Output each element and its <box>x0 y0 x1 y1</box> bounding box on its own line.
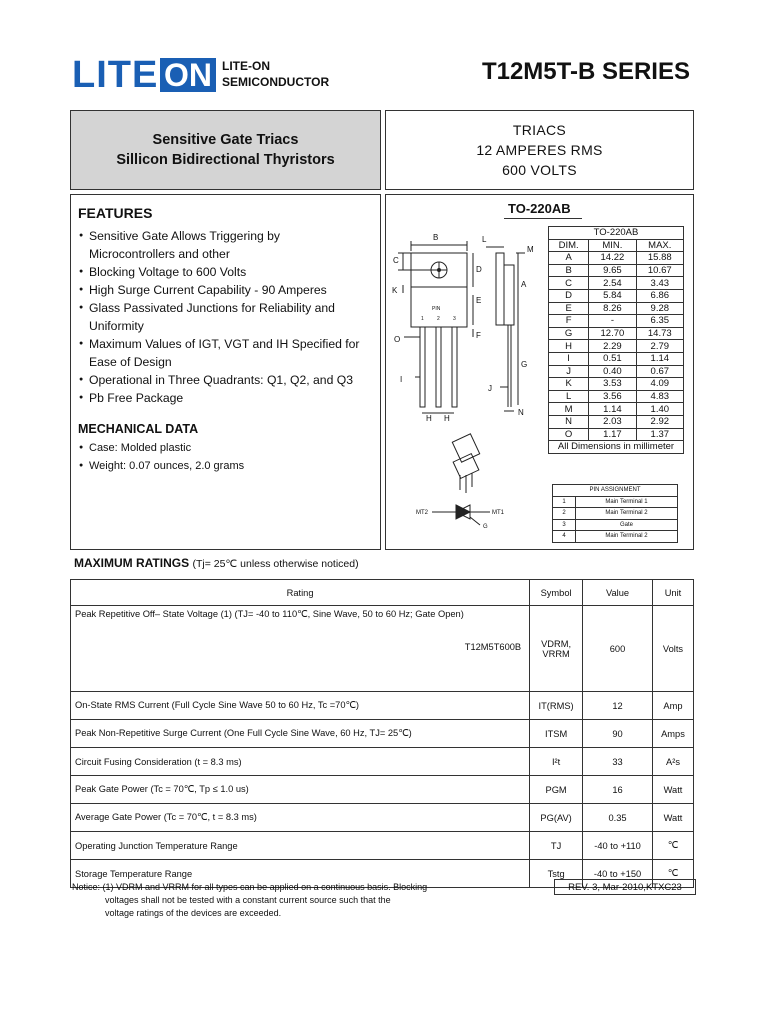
dim-cell: 12.70 <box>589 327 636 340</box>
notice-line1: Notice: (1) VDRM and VRRM for all types can be applied on a continuous basis. Blocking <box>72 882 428 892</box>
dim-cell: O <box>549 428 589 441</box>
dim-row <box>549 252 684 265</box>
dim-cell: 2.03 <box>589 415 636 428</box>
unit-cell: A²s <box>652 748 693 776</box>
mechanical-item: ● Weight: 0.07 ounces, 2.0 grams <box>79 457 374 475</box>
unit-cell: ℃ <box>652 860 693 888</box>
dim-cell: 1.17 <box>589 428 636 441</box>
dim-cell: N <box>549 415 589 428</box>
rating-cell: Average Gate Power (Tc = 70℃, t = 8.3 ms) <box>71 804 530 832</box>
side-body <box>504 265 514 325</box>
dim-cell: 2.79 <box>636 340 683 353</box>
max-ratings-heading-row <box>74 556 359 570</box>
rating-row <box>71 748 694 776</box>
value-cell: 90 <box>583 720 653 748</box>
rating-row <box>71 692 694 720</box>
pin-table-title: PIN ASSIGNMENT <box>553 485 678 497</box>
dim-cell: 10.67 <box>636 264 683 277</box>
unit-cell: ℃ <box>652 832 693 860</box>
pin-cell: Main Terminal 1 <box>576 496 678 508</box>
dim-cell: F <box>549 315 589 328</box>
feature-text: ● Sensitive Gate Allows Triggering by <box>89 229 281 243</box>
label-b: B <box>433 233 439 242</box>
value-cell: -40 to +110 <box>583 832 653 860</box>
dim-cell: 3.53 <box>589 378 636 391</box>
dim-row <box>549 403 684 416</box>
pin-row <box>553 508 678 520</box>
dim-cell: G <box>549 327 589 340</box>
symbol-text-2: VRRM <box>542 648 570 659</box>
dim-row <box>549 315 684 328</box>
unit-cell: Amps <box>652 720 693 748</box>
label-g-terminal: G <box>483 524 488 530</box>
rating-cell: On-State RMS Current (Full Cycle Sine Wave 50 to 60 Hz, Tc =70℃) <box>71 692 530 720</box>
value-cell: -40 to +150 <box>583 860 653 888</box>
feature-text: ● High Surge Current Capability - 90 Amperes <box>89 283 327 297</box>
unit-cell: Volts <box>652 606 693 692</box>
rating-row <box>71 776 694 804</box>
dim-cell: 8.26 <box>589 302 636 315</box>
title-line2: Sillicon Bidirectional Thyristors <box>116 152 335 168</box>
label-n: N <box>518 408 524 417</box>
feature-item <box>79 281 379 299</box>
symbol-cell: IT(RMS) <box>530 692 583 720</box>
dim-table-title: TO-220AB <box>549 227 684 240</box>
pin-row <box>553 519 678 531</box>
dim-cell: 4.83 <box>636 390 683 403</box>
label-p2: 2 <box>437 316 440 322</box>
dim-cell: 1.37 <box>636 428 683 441</box>
spec-box <box>385 110 694 190</box>
mechanical-heading: MECHANICAL DATA <box>78 422 199 436</box>
label-p3: 3 <box>453 316 456 322</box>
pin-cell: 2 <box>553 508 576 520</box>
max-ratings-table <box>70 579 694 888</box>
value-cell: 16 <box>583 776 653 804</box>
dim-cell: L <box>549 390 589 403</box>
lead-2 <box>436 327 441 407</box>
revision-label: REV. 3, Mar-2010,KTXC23 <box>554 879 696 895</box>
label-c: C <box>393 256 399 265</box>
feature-text: Ease of Design <box>89 355 172 369</box>
mechanical-item: ● Case: Molded plastic <box>79 439 374 457</box>
label-d: D <box>476 265 482 274</box>
col-value: Value <box>583 580 653 606</box>
label-m: M <box>527 245 534 254</box>
rating-row <box>71 720 694 748</box>
title-box <box>70 110 381 190</box>
col-rating: Rating <box>71 580 530 606</box>
dim-row <box>549 352 684 365</box>
feature-text: Uniformity <box>89 319 144 333</box>
rating-cell: Circuit Fusing Consideration (t = 8.3 ms) <box>71 748 530 776</box>
package-heading: TO-220AB <box>508 201 571 216</box>
value-cell: 0.35 <box>583 804 653 832</box>
symbol-cell: TJ <box>530 832 583 860</box>
dim-row <box>549 415 684 428</box>
company-name <box>222 58 329 90</box>
dim-cell: D <box>549 289 589 302</box>
label-a: A <box>521 280 527 289</box>
dim-cell: 0.40 <box>589 365 636 378</box>
dim-header: DIM. <box>549 239 589 252</box>
dim-cell: A <box>549 252 589 265</box>
rating-row <box>71 804 694 832</box>
pin-cell: Gate <box>576 519 678 531</box>
dim-cell: 6.35 <box>636 315 683 328</box>
dim-cell: 1.40 <box>636 403 683 416</box>
max-ratings-heading: MAXIMUM RATINGS <box>74 556 190 570</box>
dim-row <box>549 289 684 302</box>
company-line1: LITE-ON <box>222 59 270 73</box>
dim-cell: I <box>549 352 589 365</box>
feature-text: ● Glass Passivated Junctions for Reliability and <box>89 301 335 315</box>
pin-cell: 3 <box>553 519 576 531</box>
dim-cell: K <box>549 378 589 391</box>
dim-cell: 3.56 <box>589 390 636 403</box>
pin-cell: Main Terminal 2 <box>576 531 678 543</box>
feature-text: ● Operational in Three Quadrants: Q1, Q2, and Q3 <box>89 373 353 387</box>
dim-cell: 4.09 <box>636 378 683 391</box>
pin-row <box>553 496 678 508</box>
col-symbol: Symbol <box>530 580 583 606</box>
features-list <box>79 227 379 407</box>
dim-row <box>549 378 684 391</box>
label-pin: PIN <box>432 306 441 312</box>
dim-row <box>549 390 684 403</box>
dim-cell: C <box>549 277 589 290</box>
symbol-cell: PGM <box>530 776 583 804</box>
label-h1: H <box>426 414 432 423</box>
rating-row <box>71 606 694 692</box>
value-cell: 600 <box>583 606 653 692</box>
dim-row <box>549 340 684 353</box>
package-box <box>385 194 694 550</box>
dim-footer: All Dimensions in millimeter <box>549 441 684 454</box>
rating-cell <box>71 606 530 692</box>
feature-item <box>79 335 379 371</box>
unit-cell: Watt <box>652 776 693 804</box>
dim-row <box>549 365 684 378</box>
label-g: G <box>521 360 528 369</box>
logo-on: ON <box>160 58 216 92</box>
dim-cell: J <box>549 365 589 378</box>
dim-cell: B <box>549 264 589 277</box>
dim-cell: - <box>589 315 636 328</box>
feature-text: ● Pb Free Package <box>89 391 184 405</box>
dim-cell: 14.22 <box>589 252 636 265</box>
notice <box>72 881 492 920</box>
dim-cell: H <box>549 340 589 353</box>
pin-assignment-table <box>552 484 678 543</box>
notice-line2: voltages shall not be tested with a constant current source such that the <box>105 895 391 905</box>
spec-line1: TRIACS <box>512 122 567 138</box>
symbol-cell <box>530 606 583 692</box>
dim-row <box>549 327 684 340</box>
label-mt2: MT2 <box>416 510 428 516</box>
dim-cell: 3.43 <box>636 277 683 290</box>
features-heading: FEATURES <box>78 205 153 221</box>
rating-cell: Peak Gate Power (Tc = 70℃, Tp ≤ 1.0 us) <box>71 776 530 804</box>
dim-cell: 6.86 <box>636 289 683 302</box>
feature-text: ● Blocking Voltage to 600 Volts <box>89 265 247 279</box>
features-box <box>70 194 381 550</box>
dim-cell: 14.73 <box>636 327 683 340</box>
pin-row <box>553 531 678 543</box>
dim-cell: 0.67 <box>636 365 683 378</box>
symbol-cell: PG(AV) <box>530 804 583 832</box>
label-h2: H <box>444 414 450 423</box>
dim-row <box>549 302 684 315</box>
dim-cell: 2.54 <box>589 277 636 290</box>
feature-text: ● Maximum Values of IGT, VGT and IH Specified for <box>89 337 360 351</box>
notice-line3: voltage ratings of the devices are exceeded. <box>105 908 282 918</box>
mechanical-list <box>79 439 374 475</box>
feature-item <box>79 299 379 335</box>
spec-line2: 12 AMPERES RMS <box>476 142 603 158</box>
package-outline-drawing <box>390 225 548 547</box>
dim-cell: 9.65 <box>589 264 636 277</box>
pin-cell: 1 <box>553 496 576 508</box>
dim-header: MIN. <box>589 239 636 252</box>
label-k: K <box>392 286 398 295</box>
symbol-cell: I²t <box>530 748 583 776</box>
dim-cell: 5.84 <box>589 289 636 302</box>
feature-item <box>79 371 379 389</box>
title-line1: Sensitive Gate Triacs <box>152 132 299 148</box>
package-heading-underline <box>504 218 582 219</box>
feature-item <box>79 263 379 281</box>
label-p1: 1 <box>421 316 424 322</box>
col-unit: Unit <box>652 580 693 606</box>
symbol-text: VDRM, <box>541 638 572 649</box>
unit-cell: Watt <box>652 804 693 832</box>
symbol-cell: Tstg <box>530 860 583 888</box>
max-ratings-condition: (Tj= 25℃ unless otherwise noticed) <box>192 558 359 570</box>
dim-cell: 9.28 <box>636 302 683 315</box>
rating-subtext: T12M5T600B <box>464 642 522 652</box>
dim-cell: M <box>549 403 589 416</box>
value-cell: 12 <box>583 692 653 720</box>
company-line2: SEMICONDUCTOR <box>222 75 330 89</box>
pin-cell: 4 <box>553 531 576 543</box>
label-o: O <box>394 335 401 344</box>
feature-item <box>79 227 379 263</box>
dim-header: MAX. <box>636 239 683 252</box>
dim-cell: 1.14 <box>636 352 683 365</box>
label-i: I <box>400 375 403 384</box>
dim-cell: 2.29 <box>589 340 636 353</box>
rating-cell: Storage Temperature Range <box>71 860 530 888</box>
rating-cell: Operating Junction Temperature Range <box>71 832 530 860</box>
feature-item <box>79 389 379 407</box>
label-j: J <box>488 384 492 393</box>
dim-cell: 0.51 <box>589 352 636 365</box>
lead-1 <box>420 327 425 407</box>
dim-row <box>549 428 684 441</box>
label-l: L <box>482 235 487 244</box>
label-mt1: MT1 <box>492 510 504 516</box>
rating-cell: Peak Non-Repetitive Surge Current (One Full Cycle Sine Wave, 60 Hz, TJ= 25℃) <box>71 720 530 748</box>
logo-lite: LITE <box>72 54 159 96</box>
spec-line3: 600 VOLTS <box>502 162 577 178</box>
dim-cell: 1.14 <box>589 403 636 416</box>
label-e: E <box>476 296 482 305</box>
lead-3 <box>452 327 457 407</box>
value-cell: 33 <box>583 748 653 776</box>
dim-cell: 15.88 <box>636 252 683 265</box>
rating-text: Peak Repetitive Off– State Voltage (1) (TJ= -40 to 110℃, Sine Wave, 50 to 60 Hz; Gate Open) <box>75 609 464 619</box>
side-tab <box>496 253 504 325</box>
pin-table-wrap <box>552 484 678 543</box>
label-f: F <box>476 331 481 340</box>
dim-cell: 2.92 <box>636 415 683 428</box>
dim-row <box>549 277 684 290</box>
pin-cell: Main Terminal 2 <box>576 508 678 520</box>
symbol-cell: ITSM <box>530 720 583 748</box>
series-title: T12M5T-B SERIES <box>481 58 690 85</box>
feature-text: Microcontrollers and other <box>89 247 230 261</box>
unit-cell: Amp <box>652 692 693 720</box>
rating-row <box>71 832 694 860</box>
dim-cell: E <box>549 302 589 315</box>
dimensions-table <box>548 226 684 454</box>
dimensions-table-wrap <box>548 226 684 454</box>
dim-row <box>549 264 684 277</box>
